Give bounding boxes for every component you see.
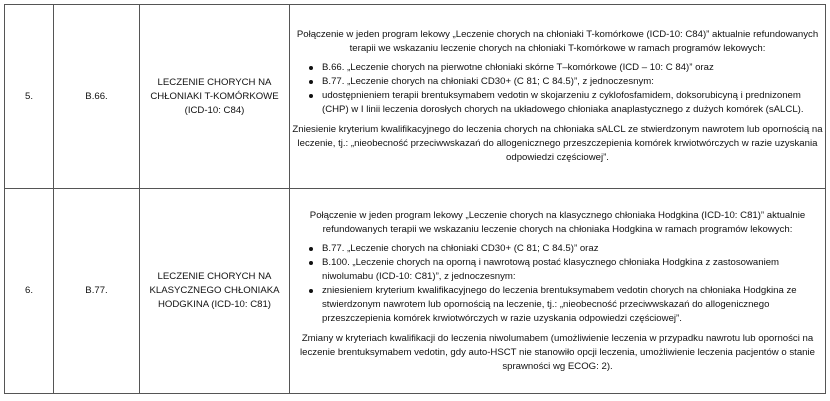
- list-item: zniesieniem kryterium kwalifikacyjnego do leczenia brentuksymabem vedotin chorych na chłoniaka Hodgkina ze stwierdzonym nawrotem lub opornością na leczenie, tj.: „nieobecność przeciwwskazań do allogenicznego przeszczepienia komórek krwiotwórczych w razie uzyskania odpowiedzi częściowej”.: [322, 284, 825, 326]
- row-number: 6.: [5, 189, 54, 394]
- description-intro: Połączenie w jeden program lekowy „Leczenie chorych na chłoniaki T-komórkowe (ICD-10: C84)” aktualnie refundowanych terapii we wskazaniu leczenie chorych na chłoniaki T-komórkowe w ramach programów lekowych:: [296, 29, 819, 54]
- list-item: udostępnieniem terapii brentuksymabem vedotin w skojarzeniu z cyklofosfamidem, doksorubicyną i prednizonem (CHP) w I linii leczenia dorosłych chorych na układowego chłoniaka anaplastycznego z dużych komórek (sALCL).: [322, 89, 825, 117]
- table-row: [5, 5, 826, 189]
- program-list: [290, 61, 825, 117]
- program-name: LECZENIE CHORYCH NA CHŁONIAKI T-KOMÓRKOWE (ICD-10: C84): [140, 5, 290, 189]
- change-description: [290, 5, 826, 189]
- table-row: [5, 189, 826, 394]
- program-name: LECZENIE CHORYCH NA KLASYCZNEGO CHŁONIAKA HODGKINA (ICD-10: C81): [140, 189, 290, 394]
- list-item: B.100. „Leczenie chorych na oporną i nawrotową postać klasycznego chłoniaka Hodgkina z zastosowaniem niwolumabu (ICD-10: C81)”, z jednoczesnym:: [322, 256, 825, 284]
- program-list: [290, 242, 825, 326]
- description-intro: Połączenie w jeden program lekowy „Leczenie chorych na klasycznego chłoniaka Hodgkina (ICD-10: C81)” aktualnie refundowanych terapii we wskazaniu leczenie chorych na chłoniaka Hodgkina w ramach programów lekowych:: [309, 209, 806, 235]
- list-item: B.77. „Leczenie chorych na chłoniaki CD30+ (C 81; C 84.5)”, z jednoczesnym:: [322, 75, 825, 89]
- list-item: B.66. „Leczenie chorych na pierwotne chłoniaki skórne T–komórkowe (ICD – 10: C 84)” oraz: [322, 61, 825, 75]
- description-outro: Zmiany w kryteriach kwalifikacji do leczenia niwolumabem (umożliwienie leczenia w przypadku nawrotu lub oporności na leczenie brentuksymabem vedotin, gdy auto-HSCT nie stanowiło opcji leczenia, umożliwienie leczenia pacjentów o stanie sprawności wg ECOG: 2).: [300, 332, 815, 372]
- list-item: B.77. „Leczenie chorych na chłoniaki CD30+ (C 81; C 84.5)” oraz: [322, 242, 825, 256]
- description-outro: Zniesienie kryterium kwalifikacyjnego do leczenia chorych na chłoniaka sALCL ze stwierdzonym nawrotem lub opornością na leczenie, tj.: „nieobecność przeciwwskazań do allogenicznego przeszczepienia komórek krwiotwórczych w razie uzyskania odpowiedzi częściowej”.: [292, 124, 823, 163]
- change-description: [290, 189, 826, 394]
- program-table: [4, 4, 826, 394]
- row-number: 5.: [5, 5, 54, 189]
- program-code: B.66.: [54, 5, 140, 189]
- program-code: B.77.: [54, 189, 140, 394]
